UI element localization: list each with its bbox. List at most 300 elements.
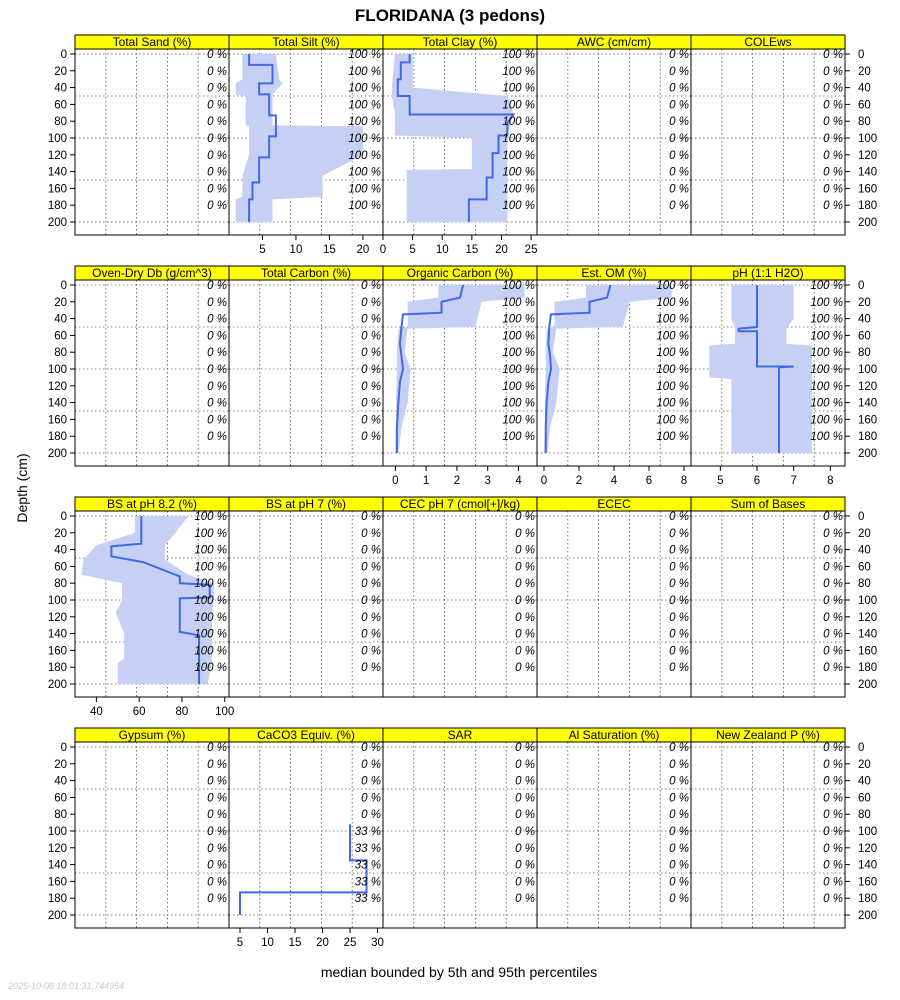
pct-label: 0 % — [669, 595, 689, 607]
panel-label: CEC pH 7 (cmol[+]/kg) — [399, 497, 521, 511]
panel — [75, 497, 234, 718]
y-tick-label: 120 — [47, 380, 67, 393]
y-tick-label: 180 — [47, 662, 67, 675]
y-tick-label: 40 — [54, 544, 67, 557]
pct-label: 0 % — [823, 826, 843, 838]
panel-label: Sum of Bases — [730, 497, 806, 511]
pct-label: 100 % — [810, 414, 843, 427]
y-tick-label: 20 — [54, 65, 67, 78]
panel-label: COLEws — [744, 35, 792, 49]
pct-label: 0 % — [669, 544, 689, 557]
pct-label: 100 % — [348, 133, 381, 145]
pct-label: 0 % — [515, 809, 535, 822]
y-tick-label: 40 — [54, 775, 67, 788]
pct-label: 100 % — [810, 364, 843, 376]
pct-label: 0 % — [823, 561, 843, 574]
pct-label: 0 % — [361, 431, 381, 444]
pct-label: 100 % — [502, 200, 535, 213]
pct-label: 0 % — [361, 628, 381, 641]
pct-label: 33 % — [354, 842, 381, 855]
y-tick-label: 180 — [47, 431, 67, 444]
y-tick-label: 120 — [858, 149, 878, 162]
pct-label: 0 % — [207, 758, 227, 771]
pct-label: 0 % — [207, 792, 227, 805]
pct-label: 0 % — [669, 826, 689, 838]
pct-label: 0 % — [669, 82, 689, 95]
panel — [229, 728, 384, 949]
pct-label: 0 % — [669, 511, 689, 523]
pct-label: 0 % — [361, 347, 381, 360]
pct-label: 0 % — [669, 645, 689, 658]
panel — [537, 266, 691, 487]
x-tick-label: 4 — [610, 475, 618, 487]
x-tick-label: 5 — [236, 937, 244, 949]
x-tick-label: 20 — [356, 244, 370, 256]
pct-label: 100 % — [656, 380, 689, 393]
y-tick-label: 40 — [858, 544, 871, 557]
pct-label: 0 % — [207, 859, 227, 872]
pct-label: 0 % — [361, 595, 381, 607]
panel-label: New Zealand P (%) — [716, 728, 820, 742]
panel-frame — [383, 742, 537, 928]
y-tick-label: 60 — [54, 792, 67, 805]
pct-label: 100 % — [656, 296, 689, 309]
x-tick-label: 60 — [132, 706, 146, 718]
pct-label: 33 % — [354, 876, 381, 889]
y-tick-label: 20 — [54, 527, 67, 540]
y-tick-label: 100 — [47, 364, 67, 376]
pct-label: 0 % — [669, 662, 689, 675]
pct-label: 0 % — [361, 611, 381, 624]
y-tick-label: 100 — [858, 364, 878, 376]
y-tick-label: 80 — [858, 578, 871, 591]
pct-label: 0 % — [823, 544, 843, 557]
y-tick-label: 0 — [60, 742, 67, 754]
pct-label: 0 % — [823, 792, 843, 805]
pct-label: 0 % — [669, 578, 689, 591]
panel-label: Al Saturation (%) — [568, 728, 660, 742]
pct-label: 0 % — [207, 364, 227, 376]
pct-label: 0 % — [207, 99, 227, 112]
y-tick-label: 40 — [858, 82, 871, 95]
panel-frame — [75, 742, 229, 928]
y-tick-label: 60 — [54, 330, 67, 343]
pct-label: 0 % — [669, 527, 689, 540]
pct-label: 0 % — [823, 595, 843, 607]
y-tick-label: 200 — [47, 910, 67, 922]
pct-label: 0 % — [361, 758, 381, 771]
y-tick-label: 180 — [858, 431, 878, 444]
pct-label: 100 % — [810, 431, 843, 444]
x-tick-label: 15 — [323, 244, 336, 256]
pct-label: 100 % — [656, 280, 689, 292]
x-tick-label: 0 — [540, 475, 548, 487]
pct-label: 0 % — [823, 133, 843, 145]
percentile-band — [544, 285, 672, 453]
x-tick-label: 25 — [524, 244, 538, 256]
pct-label: 0 % — [515, 758, 535, 771]
pct-label: 0 % — [207, 296, 227, 309]
panel — [691, 35, 845, 235]
y-tick-label: 20 — [858, 296, 871, 309]
pct-label: 100 % — [502, 364, 535, 376]
y-tick-label: 80 — [858, 116, 871, 129]
x-tick-label: 8 — [827, 475, 834, 487]
pct-label: 0 % — [669, 200, 689, 213]
panel-label: Organic Carbon (%) — [406, 266, 514, 280]
pct-label: 0 % — [207, 133, 227, 145]
pct-label: 0 % — [669, 842, 689, 855]
panel-frame — [691, 49, 845, 235]
pct-label: 100 % — [810, 380, 843, 393]
pct-label: 0 % — [361, 742, 381, 754]
panel — [75, 35, 229, 235]
y-tick-label: 60 — [858, 99, 871, 112]
panel — [691, 728, 845, 928]
pct-label: 0 % — [207, 49, 227, 61]
pct-label: 0 % — [361, 364, 381, 376]
y-tick-label: 20 — [858, 758, 871, 771]
y-tick-label: 120 — [47, 842, 67, 855]
pct-label: 0 % — [823, 859, 843, 872]
pct-label: 100 % — [810, 330, 843, 343]
chart-title: FLORIDANA (3 pedons) — [354, 6, 546, 25]
pct-label: 100 % — [348, 49, 381, 61]
y-tick-label: 160 — [47, 645, 67, 658]
y-tick-label: 180 — [858, 662, 878, 675]
pct-label: 100 % — [502, 133, 535, 145]
y-tick-label: 60 — [858, 561, 871, 574]
pct-label: 100 % — [502, 149, 535, 162]
pct-label: 0 % — [361, 544, 381, 557]
y-tick-label: 200 — [47, 448, 67, 460]
y-tick-label: 140 — [858, 166, 878, 179]
y-tick-label: 160 — [47, 183, 67, 196]
y-tick-label: 0 — [60, 280, 67, 292]
pct-label: 100 % — [502, 183, 535, 196]
y-tick-label: 60 — [54, 561, 67, 574]
y-tick-label: 100 — [47, 595, 67, 607]
pct-label: 100 % — [194, 645, 227, 658]
pct-label: 0 % — [361, 313, 381, 326]
pct-label: 0 % — [361, 578, 381, 591]
pct-label: 0 % — [361, 792, 381, 805]
pct-label: 100 % — [348, 116, 381, 129]
y-tick-label: 20 — [54, 296, 67, 309]
y-tick-label: 0 — [858, 280, 865, 292]
pct-label: 100 % — [194, 628, 227, 641]
panel-label: SAR — [447, 728, 473, 742]
panel-label: Est. OM (%) — [581, 266, 647, 280]
panel — [691, 266, 845, 487]
y-tick-label: 140 — [47, 397, 67, 410]
pct-label: 0 % — [669, 116, 689, 129]
pct-label: 0 % — [823, 876, 843, 889]
pct-label: 0 % — [361, 775, 381, 788]
pct-label: 0 % — [207, 775, 227, 788]
pct-label: 100 % — [810, 296, 843, 309]
pct-label: 0 % — [207, 893, 227, 906]
panel — [383, 497, 537, 697]
panel-label: BS at pH 8.2 (%) — [106, 497, 198, 511]
pct-label: 0 % — [361, 280, 381, 292]
y-tick-label: 200 — [858, 448, 878, 460]
pct-label: 0 % — [207, 65, 227, 78]
pct-label: 100 % — [502, 99, 535, 112]
pct-label: 100 % — [656, 330, 689, 343]
panel-label: AWC (cm/cm) — [576, 35, 652, 49]
pct-label: 0 % — [669, 859, 689, 872]
pct-label: 100 % — [502, 280, 535, 292]
panel — [380, 35, 538, 256]
x-tick-label: 4 — [515, 475, 522, 487]
pct-label: 0 % — [669, 758, 689, 771]
pct-label: 0 % — [515, 775, 535, 788]
pct-label: 0 % — [361, 511, 381, 523]
y-tick-label: 20 — [858, 65, 871, 78]
panel-frame — [75, 49, 229, 235]
y-tick-label: 200 — [858, 217, 878, 229]
pct-label: 0 % — [823, 893, 843, 906]
pct-label: 0 % — [823, 742, 843, 754]
panel — [75, 266, 229, 466]
pct-label: 0 % — [669, 166, 689, 179]
pct-label: 0 % — [669, 183, 689, 196]
pct-label: 0 % — [207, 414, 227, 427]
y-tick-label: 180 — [858, 200, 878, 213]
panel-label: Total Carbon (%) — [260, 266, 352, 280]
y-tick-label: 40 — [858, 775, 871, 788]
x-tick-label: 5 — [717, 475, 724, 487]
x-tick-label: 5 — [409, 244, 416, 256]
x-tick-label: 1 — [422, 475, 430, 487]
y-tick-label: 200 — [858, 910, 878, 922]
pct-label: 100 % — [502, 313, 535, 326]
percentile-band — [709, 285, 812, 453]
pct-label: 100 % — [194, 561, 227, 574]
pct-label: 0 % — [823, 183, 843, 196]
pct-label: 0 % — [207, 431, 227, 444]
panel-frame — [229, 280, 383, 466]
x-tick-label: 7 — [790, 475, 797, 487]
pct-label: 0 % — [361, 645, 381, 658]
y-tick-label: 80 — [54, 578, 67, 591]
pct-label: 100 % — [194, 611, 227, 624]
pct-label: 0 % — [207, 280, 227, 292]
x-tick-label: 6 — [753, 475, 761, 487]
pct-label: 33 % — [354, 826, 381, 838]
x-tick-label: 15 — [465, 244, 479, 256]
pct-label: 0 % — [515, 662, 535, 675]
panel-frame — [75, 280, 229, 466]
y-tick-label: 120 — [47, 611, 67, 624]
pct-label: 100 % — [502, 65, 535, 78]
panel — [537, 35, 691, 235]
panel — [691, 497, 845, 697]
timestamp: 2025-10-08 18:01:31.744954 — [8, 981, 125, 991]
pct-label: 0 % — [207, 397, 227, 410]
pct-label: 100 % — [656, 397, 689, 410]
pct-label: 0 % — [823, 149, 843, 162]
panel — [75, 728, 229, 928]
pct-label: 0 % — [361, 296, 381, 309]
panel-label: pH (1:1 H2O) — [732, 266, 804, 280]
pct-label: 100 % — [348, 183, 381, 196]
y-tick-label: 0 — [60, 49, 67, 61]
pct-label: 100 % — [348, 65, 381, 78]
pct-label: 0 % — [669, 49, 689, 61]
percentile-band — [236, 54, 363, 222]
pct-label: 100 % — [348, 166, 381, 179]
panel-grid — [48, 35, 877, 949]
y-tick-label: 60 — [54, 99, 67, 112]
panel-frame — [691, 742, 845, 928]
pct-label: 100 % — [502, 296, 535, 309]
pct-label: 0 % — [207, 166, 227, 179]
y-tick-label: 80 — [54, 116, 67, 129]
pct-label: 0 % — [669, 792, 689, 805]
pct-label: 0 % — [823, 842, 843, 855]
y-tick-label: 140 — [858, 628, 878, 641]
pct-label: 0 % — [823, 758, 843, 771]
x-tick-label: 15 — [288, 937, 302, 949]
pct-label: 0 % — [515, 826, 535, 838]
pct-label: 0 % — [207, 183, 227, 196]
x-tick-label: 20 — [316, 937, 329, 949]
pct-label: 100 % — [810, 397, 843, 410]
x-tick-label: 6 — [645, 475, 653, 487]
pct-label: 100 % — [810, 313, 843, 326]
pct-label: 33 % — [354, 893, 381, 906]
y-tick-label: 180 — [47, 200, 67, 213]
pct-label: 0 % — [361, 527, 381, 540]
pct-label: 33 % — [354, 859, 381, 872]
pct-label: 100 % — [810, 347, 843, 360]
pct-label: 0 % — [515, 611, 535, 624]
x-tick-label: 30 — [371, 937, 384, 949]
x-tick-label: 25 — [343, 937, 357, 949]
pct-label: 0 % — [515, 628, 535, 641]
y-tick-label: 60 — [858, 330, 871, 343]
x-tick-label: 20 — [495, 244, 508, 256]
panel-frame — [229, 511, 383, 697]
pct-label: 0 % — [207, 313, 227, 326]
pct-label: 0 % — [515, 893, 535, 906]
panel-label: CaCO3 Equiv. (%) — [257, 728, 355, 742]
pct-label: 0 % — [207, 149, 227, 162]
pct-label: 0 % — [361, 414, 381, 427]
pct-label: 0 % — [669, 893, 689, 906]
pct-label: 100 % — [502, 166, 535, 179]
pct-label: 0 % — [823, 82, 843, 95]
pct-label: 0 % — [515, 859, 535, 872]
y-tick-label: 120 — [858, 380, 878, 393]
pct-label: 100 % — [194, 544, 227, 557]
y-tick-label: 200 — [858, 679, 878, 691]
y-tick-label: 200 — [47, 679, 67, 691]
percentile-band — [392, 54, 513, 222]
pct-label: 0 % — [669, 133, 689, 145]
pct-label: 0 % — [669, 809, 689, 822]
pct-label: 0 % — [207, 842, 227, 855]
panel — [229, 497, 383, 697]
panel-label: BS at pH 7 (%) — [265, 497, 347, 511]
pct-label: 100 % — [502, 49, 535, 61]
pct-label: 100 % — [502, 116, 535, 129]
y-tick-label: 140 — [858, 859, 878, 872]
y-tick-label: 140 — [47, 628, 67, 641]
pct-label: 100 % — [656, 313, 689, 326]
y-tick-label: 160 — [47, 414, 67, 427]
pct-label: 0 % — [207, 826, 227, 838]
y-tick-label: 20 — [54, 758, 67, 771]
pct-label: 100 % — [656, 347, 689, 360]
pct-label: 100 % — [502, 82, 535, 95]
panel-frame — [537, 511, 691, 697]
panel — [229, 266, 383, 466]
y-tick-label: 20 — [858, 527, 871, 540]
pct-label: 0 % — [207, 809, 227, 822]
pct-label: 0 % — [823, 628, 843, 641]
y-tick-label: 0 — [60, 511, 67, 523]
pct-label: 0 % — [361, 397, 381, 410]
pct-label: 0 % — [515, 578, 535, 591]
x-tick-label: 100 — [215, 706, 235, 718]
pct-label: 0 % — [207, 82, 227, 95]
pct-label: 0 % — [207, 876, 227, 889]
y-tick-label: 180 — [858, 893, 878, 906]
pct-label: 100 % — [348, 82, 381, 95]
pct-label: 0 % — [823, 809, 843, 822]
y-tick-label: 40 — [858, 313, 871, 326]
x-tick-label: 10 — [261, 937, 274, 949]
y-tick-label: 0 — [858, 49, 865, 61]
panel-label: Gypsum (%) — [118, 728, 186, 742]
pct-label: 0 % — [515, 527, 535, 540]
pct-label: 100 % — [502, 397, 535, 410]
panel-label: ECEC — [597, 497, 631, 511]
pct-label: 100 % — [810, 280, 843, 292]
pct-label: 0 % — [361, 330, 381, 343]
pct-label: 0 % — [823, 611, 843, 624]
y-tick-label: 120 — [858, 842, 878, 855]
panel-label: Total Sand (%) — [112, 35, 192, 49]
y-tick-label: 40 — [54, 313, 67, 326]
x-tick-label: 10 — [289, 244, 303, 256]
panel — [383, 266, 537, 487]
pct-label: 0 % — [823, 578, 843, 591]
y-tick-label: 80 — [54, 809, 67, 822]
x-tick-label: 40 — [89, 706, 103, 718]
pct-label: 100 % — [194, 511, 227, 523]
median-line — [240, 824, 367, 915]
y-tick-label: 0 — [858, 742, 865, 754]
panel-label: Oven-Dry Db (g/cm^3) — [92, 266, 212, 280]
pct-label: 100 % — [348, 200, 381, 213]
pct-label: 100 % — [502, 431, 535, 444]
y-tick-label: 100 — [47, 133, 67, 145]
y-tick-label: 160 — [858, 183, 878, 196]
pct-label: 0 % — [207, 116, 227, 129]
y-tick-label: 120 — [858, 611, 878, 624]
pct-label: 0 % — [515, 511, 535, 523]
pct-label: 0 % — [823, 775, 843, 788]
y-tick-label: 80 — [54, 347, 67, 360]
pct-label: 0 % — [669, 628, 689, 641]
panel — [537, 728, 691, 928]
x-tick-label: 8 — [680, 475, 688, 487]
pct-label: 0 % — [823, 662, 843, 675]
